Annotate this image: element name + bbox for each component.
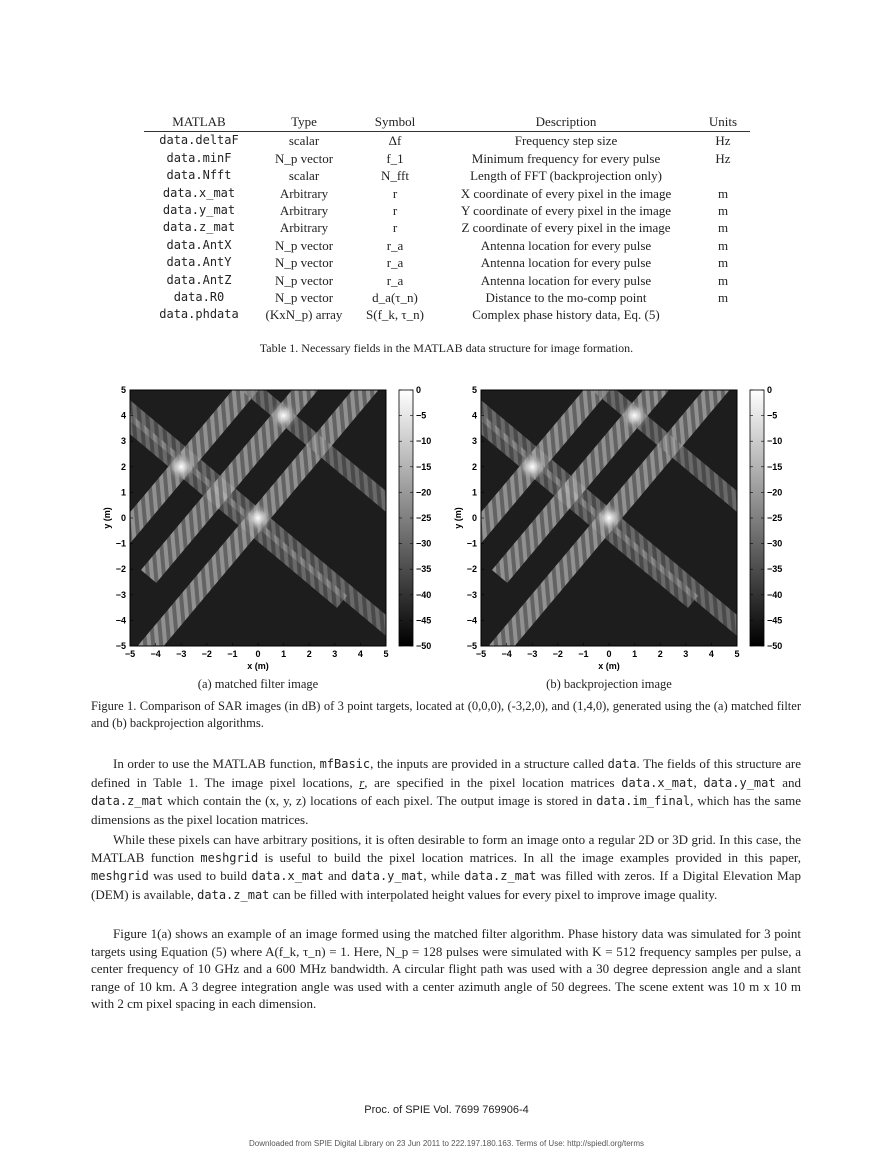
x-tick-label: −1 [578,649,589,659]
x-axis-label: x (m) [247,661,269,671]
table-cell: X coordinate of every pixel in the image [460,185,672,201]
table-row [144,150,750,167]
table-cell: Antenna location for every pulse [480,237,652,253]
table-cell: Distance to the mo-comp point [485,290,647,306]
figure-caption: Figure 1. Comparison of SAR images (in dB) of 3 point targets, located at (0,0,0), (-3,2,0), and (1,4,0), generated using the (a) matched filter and (b) backprojection algorithms. [91,699,801,730]
colorbar-tick-label: −50 [416,641,432,651]
x-tick-label: 2 [657,649,663,659]
x-axis-label: x (m) [598,661,620,671]
x-tick-label: 1 [632,649,638,659]
code-run: data.z_mat [197,887,270,902]
text-run: , [693,774,704,790]
col-header: Type [254,113,354,132]
point-target [518,453,546,481]
x-tick-label: −3 [527,649,538,659]
table-row [144,272,750,289]
table-row [144,306,750,323]
table-cell: N_p vector [274,255,334,271]
table-cell: m [717,237,729,253]
y-tick-label: 1 [471,487,477,498]
code-run: data [607,757,637,771]
x-tick-label: 5 [734,649,740,659]
table-row [144,237,750,254]
colorbar-tick-label: −10 [416,436,432,447]
table-row [144,254,750,271]
table-row [144,289,750,306]
table-cell: Y coordinate of every pixel in the image [461,203,671,219]
table-cell: r_a [386,237,404,253]
colorbar-tick-label: −5 [767,410,778,421]
col-header: Description [436,113,696,132]
table-header-row [144,113,750,132]
table-caption: Table 1. Necessary fields in the MATLAB data structure for image formation. [259,341,634,355]
col-header: MATLAB [144,113,254,132]
table-cell [696,306,750,323]
colorbar-tick-label: −30 [416,538,432,549]
table-cell: d_a(τ_n) [372,290,418,306]
text-run: was used to build [148,868,252,883]
table-row [144,219,750,236]
y-tick-label: 2 [471,461,477,472]
text-run: While these pixels can have arbitrary positions, it is often desirable to form an image onto a regular 2D or 3D grid. In this case, the MATLAB function [91,832,801,865]
table-cell: N_p vector [274,272,334,288]
x-tick-label: 4 [357,649,363,659]
table-cell: data.Nfft [166,168,232,183]
fields-table [144,113,750,324]
code-run: meshgrid [200,850,259,865]
colorbar-tick-label: −20 [416,487,432,498]
table-cell: r_a [386,255,404,271]
text-run: and [323,868,352,883]
table-row [144,202,750,219]
table-cell: data.AntX [166,237,232,252]
colorbar-tick-label: −50 [767,641,783,651]
y-tick-label: 0 [120,513,126,523]
y-tick-label: −5 [466,641,477,651]
y-tick-label: 5 [471,385,477,395]
x-tick-label: 3 [332,649,338,659]
code-run: meshgrid [91,869,149,883]
colorbar-tick-label: −25 [416,513,432,523]
point-target [621,402,649,430]
table-cell: scalar [288,133,320,149]
table-cell: data.R0 [173,290,225,305]
table-cell: Antenna location for every pulse [480,272,652,288]
text-run: and [775,774,801,790]
table-cell: Antenna location for every pulse [480,255,652,271]
text-run: is useful to build the pixel location matrices. In all the image examples provided in this paper, [258,849,801,865]
colorbar-tick-label: −10 [767,436,783,447]
table-cell: data.deltaF [159,133,239,148]
colorbar-tick-label: −15 [416,461,432,472]
x-tick-label: −3 [176,649,187,659]
y-tick-label: 1 [120,487,126,498]
col-header: Symbol [354,113,436,132]
x-tick-label: −2 [201,649,212,659]
y-tick-label: 3 [120,436,126,447]
text-run: was filled with zeros. If a Digital Elevation Map (DEM) is available, [91,868,802,902]
point-target [595,504,623,532]
code-run: data.x_mat [251,869,324,883]
paragraph-3: Figure 1(a) shows an example of an image formed using the matched filter algorithm. Phase history data was simulated for 3 point targets using Equation (5) where A(f_k, τ_n) = 1. Here, N_p = 128 pulses were simulated with K = 512 frequency samples per pulse, a center frequency of 10 GHz and a 600 MHz bandwidth. A circular flight path was used with a 30 degree depression angle and a slant range of 10 km. A 3 degree integration angle was used with a center azimuth angle of 50 degrees. The scene extent was 10 m x 10 m with 2 cm pixel spacing in each dimension. [91,926,801,1011]
y-tick-label: −4 [466,615,477,626]
subcaption-b: (b) backprojection image [546,677,672,691]
y-tick-label: 3 [471,436,477,447]
colorbar-tick-label: −25 [767,513,783,523]
table-cell: Frequency step size [514,133,618,149]
table-cell: Length of FFT (backprojection only) [470,168,662,184]
table-cell: Complex phase history data, Eq. (5) [472,307,660,323]
table-cell: Arbitrary [279,185,329,201]
subcaption-a: (a) matched filter image [197,677,319,691]
x-tick-label: 3 [683,649,689,659]
table-cell: m [717,203,729,219]
table-cell: Hz [715,150,731,166]
code-run: data.z_mat [464,869,537,883]
table-cell: Hz [715,133,731,149]
x-tick-label: 1 [281,649,287,659]
point-target [244,504,272,532]
text-run: which contain the (x, y, z) locations of each pixel. The output image is stored in [163,793,597,808]
table-cell: data.AntZ [166,272,232,287]
table-cell: m [717,185,729,201]
colorbar-tick-label: −35 [767,564,783,575]
table-cell: m [717,255,729,271]
colorbar-tick-label: −35 [416,564,432,575]
text-run: In order to use the MATLAB function, [113,756,320,771]
code-run: mfBasic [319,757,371,771]
table-cell: data.phdata [159,307,239,322]
y-axis-label: y (m) [453,507,463,529]
text-run: , which has the same dimensions as the pixel location matrices. [91,793,801,827]
x-tick-label: 5 [383,649,389,659]
table-cell: Arbitrary [279,220,329,236]
table-cell: r_a [386,272,404,288]
table-cell: r [392,185,398,201]
x-tick-label: −1 [227,649,238,659]
text-run: . The fields of this structure are defined in Table 1. The image pixel locations, [91,756,801,790]
table-cell: data.y_mat [162,203,236,218]
y-tick-label: 4 [471,410,477,421]
code-run: data.x_mat [621,775,694,790]
x-tick-label: 0 [606,649,612,659]
table-cell: m [717,290,729,306]
text-run: , the inputs are provided in a structure called [370,756,608,771]
table-cell: Z coordinate of every pixel in the image [461,220,671,236]
y-tick-label: −3 [115,589,126,600]
y-axis-label: y (m) [102,507,112,529]
x-tick-label: 0 [255,649,261,659]
colorbar-tick-label: −45 [416,615,432,626]
table-cell: N_p vector [274,150,334,166]
table-row [144,132,750,150]
point-target [167,453,195,481]
x-tick-label: 2 [306,649,312,659]
text-run: , are specified in the pixel location matrices [364,774,622,790]
table-cell: f_1 [386,150,404,166]
colorbar-tick-label: −40 [767,589,783,600]
text-run: , while [423,868,465,883]
table-cell: N_fft [381,168,409,184]
col-header: Units [696,113,750,132]
variable-r: r [359,774,365,790]
y-tick-label: 2 [120,461,126,472]
paragraph-2 [91,831,801,904]
backprojection-panel [366,378,800,676]
table-cell: Δf [388,133,402,149]
table-cell: scalar [288,168,320,184]
code-run: data.y_mat [703,775,776,790]
x-tick-label: 4 [708,649,714,659]
table-cell: r [392,220,398,236]
code-run: data.y_mat [351,869,424,883]
table-cell: data.minF [166,150,232,165]
y-tick-label: 5 [120,385,126,395]
table-cell: m [717,220,729,236]
table-body [144,132,750,324]
colorbar-tick-label: −20 [767,487,783,498]
colorbar-tick-label: −5 [416,410,427,421]
table-cell: S(f_k, τ_n) [366,307,424,323]
table-cell: N_p vector [274,290,334,306]
colorbar-tick-label: 0 [416,385,422,395]
table-row [144,185,750,202]
colorbar-tick-label: 0 [767,385,773,395]
footer-proceedings: Proc. of SPIE Vol. 7699 769906-4 [364,1104,529,1116]
colorbar-tick-label: −30 [767,538,783,549]
table-cell: data.AntY [166,255,232,270]
colorbar-tick-label: −40 [416,589,432,600]
y-tick-label: −3 [466,589,477,600]
x-tick-label: −5 [124,649,136,659]
colorbar-tick-label: −15 [767,461,783,472]
matched-filter-panel [15,378,449,676]
figure-panels [0,378,893,676]
x-tick-label: −5 [475,649,487,659]
table-cell: N_p vector [274,237,334,253]
y-tick-label: −5 [115,641,126,651]
table-cell: data.x_mat [162,185,236,200]
y-tick-label: 4 [120,410,126,421]
table-cell: m [717,272,729,288]
code-run: data.z_mat [91,794,164,808]
footer-download-notice: Downloaded from SPIE Digital Library on 23 Jun 2011 to 222.197.180.163. Terms of Use: http://spiedl.org/terms [248,1139,645,1148]
table-cell: r [392,203,398,219]
table-cell: Arbitrary [279,203,329,219]
y-tick-label: 0 [471,513,477,523]
y-tick-label: −1 [115,538,126,549]
x-tick-label: −4 [150,649,161,659]
x-tick-label: −4 [501,649,512,659]
table-cell: (KxN_p) array [265,307,343,323]
table-cell [696,167,750,184]
y-tick-label: −4 [115,615,126,626]
table-cell: data.z_mat [162,220,236,235]
y-tick-label: −2 [115,564,126,575]
point-target [270,402,298,430]
code-run: data.im_final [596,794,691,808]
colorbar-tick-label: −45 [767,615,783,626]
table-row [144,167,750,184]
table-cell: Minimum frequency for every pulse [471,150,661,166]
text-run: can be filled with interpolated height values for every pixel to improve image quality. [269,886,718,902]
x-tick-label: −2 [552,649,563,659]
paragraph-1 [91,755,801,828]
y-tick-label: −2 [466,564,477,575]
y-tick-label: −1 [466,538,477,549]
